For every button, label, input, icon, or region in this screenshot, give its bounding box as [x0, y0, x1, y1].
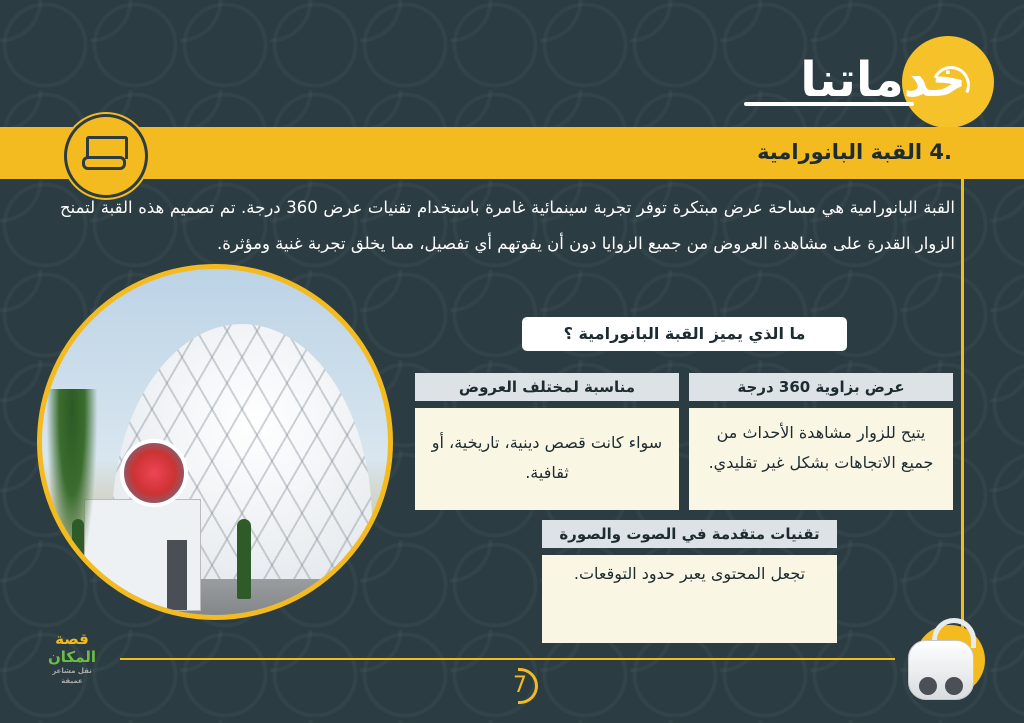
feature-body: سواء كانت قصص دينية، تاريخية، أو ثقافية.: [415, 408, 679, 510]
page-number: 7: [513, 673, 527, 698]
frame-horizontal-line: [120, 658, 895, 660]
feature-title: تقنيات متقدمة في الصوت والصورة: [542, 520, 837, 548]
feature-body: يتيح للزوار مشاهدة الأحداث من جميع الاتجاهات بشكل غير تقليدي.: [689, 408, 953, 510]
page-header: [694, 30, 994, 120]
intro-paragraph: القبة البانورامية هي مساحة عرض مبتكرة توفر تجربة سينمائية غامرة باستخدام تقنيات عرض 360 درجة. تم تصميم هذه القبة لتمنح الزوار القدرة على مشاهدة العروض من جميع الزوايا دون أن يفوتهم أي تفصيل، مما يخلق تجربة غنية ومؤثرة.: [60, 198, 955, 253]
vr-headset-icon: [902, 618, 980, 706]
page-title: خدماتنا: [800, 52, 966, 108]
brand-logo: قصة المكان نقل مشاعر عميقة: [48, 630, 96, 685]
feature-title: مناسبة لمختلف العروض: [415, 373, 679, 401]
question-box: ما الذي يميز القبة البانورامية ؟: [522, 317, 847, 351]
feature-body: تجعل المحتوى يعبر حدود التوقعات.: [542, 555, 837, 643]
museum-emblem-icon: [64, 114, 148, 198]
frame-vertical-line: [961, 179, 964, 639]
dome-photo: [37, 264, 393, 620]
feature-title: عرض بزاوية 360 درجة: [689, 373, 953, 401]
section-title: .4 القبة البانورامية: [757, 140, 952, 164]
